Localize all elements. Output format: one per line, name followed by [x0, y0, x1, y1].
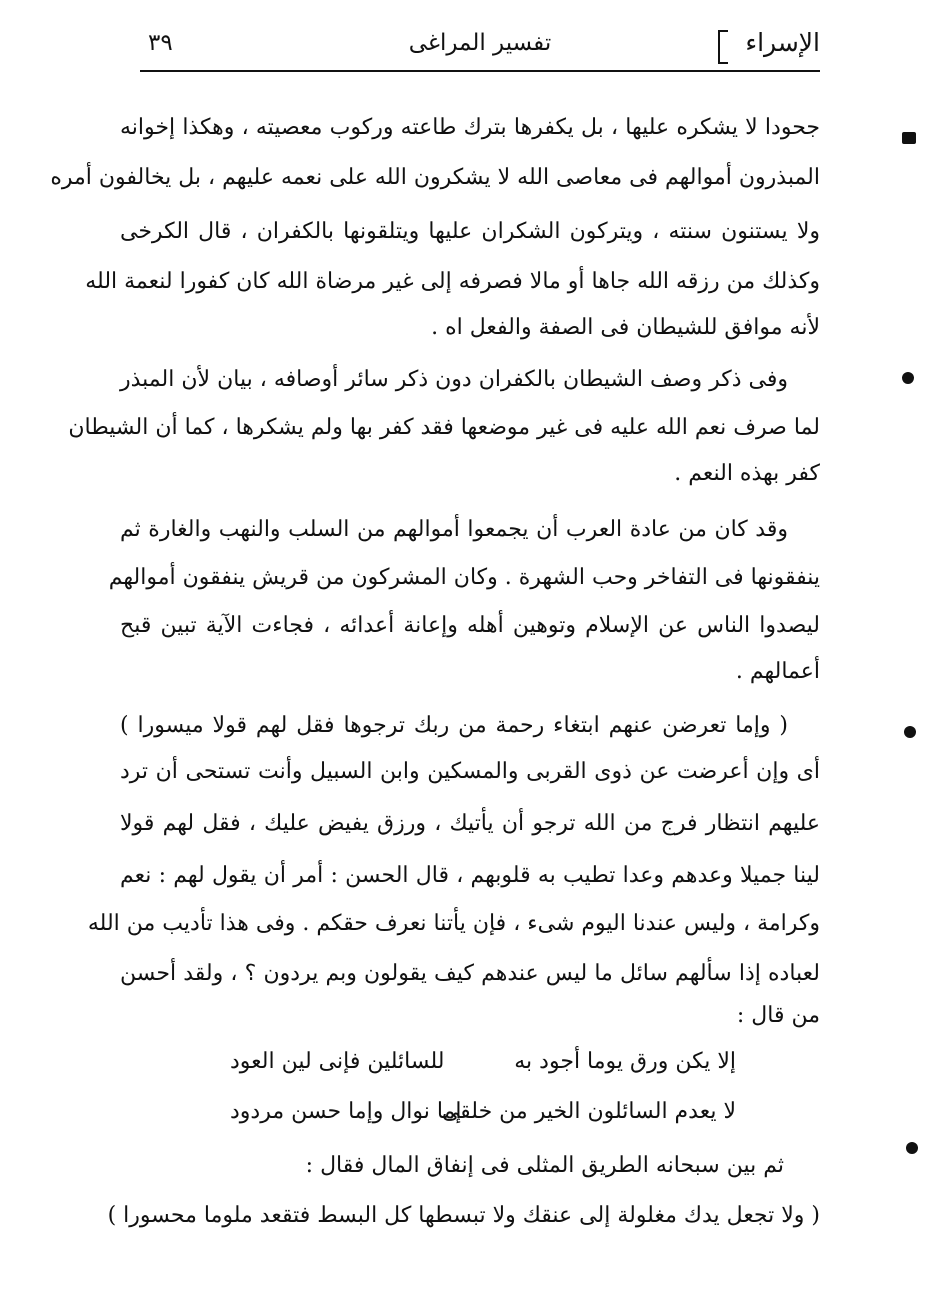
header-rule [140, 70, 820, 72]
verse-1-first-hemistich: إلا يكن ورق يوما أجود به [514, 1049, 736, 1074]
margin-mark [904, 726, 916, 738]
text-line: وقد كان من عادة العرب أن يجمعوا أموالهم من السلب والنهب والغارة ثم [120, 517, 788, 542]
text-line: أعمالهم . [735, 659, 820, 684]
book-title: تفسير المراغى [408, 30, 552, 56]
text-line: لأنه موافق للشيطان فى الصفة والفعل اه . [431, 315, 820, 340]
text-line: ينفقونها فى التفاخر وحب الشهرة . وكان المشركون من قريش ينفقون أموالهم [108, 565, 820, 590]
verse-1-second-hemistich: للسائلين فإنى لين العود [230, 1049, 445, 1074]
margin-mark [902, 372, 914, 384]
verse-2-second-hemistich: إما نوال وإما حسن مردود [230, 1099, 462, 1124]
margin-mark [902, 132, 916, 144]
verse-2-first-hemistich: لا يعدم السائلون الخير من خلقى [441, 1099, 736, 1124]
text-line: ليصدوا الناس عن الإسلام وتوهين أهله وإعانة أعدائه ، فجاءت الآية تبين قبح [120, 613, 820, 638]
text-line: لعباده إذا سألهم سائل ما ليس عندهم كيف يقولون وبم يردون ؟ ، ولقد أحسن [120, 961, 820, 986]
text-line: وكذلك من رزقه الله جاها أو مالا فصرفه إلى غير مرضاة الله كان كفورا لنعمة الله [85, 269, 820, 294]
surah-name: الإسراء [745, 28, 820, 57]
text-line: لما صرف نعم الله عليه فى غير موضعها فقد كفر بها ولم يشكرها ، كما أن الشيطان [68, 415, 820, 440]
text-line: المبذرون أموالهم فى معاصى الله لا يشكرون الله على نعمه عليهم ، بل يخالفون أمره [50, 165, 820, 190]
text-line: من قال : [736, 1003, 820, 1028]
text-line: أى وإن أعرضت عن ذوى القربى والمسكين وابن السبيل وأنت تستحى أن ترد [120, 759, 820, 784]
margin-mark [906, 1142, 918, 1154]
text-line: وكرامة ، وليس عندنا اليوم شىء ، فإن يأتنا نعرف حقكم . وفى هذا تأديب من الله [87, 911, 820, 936]
text-line: ثم بين سبحانه الطريق المثلى فى إنفاق المال فقال : [305, 1153, 784, 1178]
text-line: عليهم انتظار فرج من الله ترجو أن يأتيك ، ورزق يفيض عليك ، فقل لهم قولا [120, 811, 820, 836]
quran-verse-line: ( وإما تعرضن عنهم ابتغاء رحمة من ربك ترجوها فقل لهم قولا ميسورا ) [120, 713, 788, 738]
text-line: وفى ذكر وصف الشيطان بالكفران دون ذكر سائر أوصافه ، بيان لأن المبذر [120, 367, 788, 392]
text-line: كفر بهذه النعم . [674, 461, 820, 486]
text-line: لينا جميلا وعدهم وعدا تطيب به قلوبهم ، قال الحسن : أمر أن يقول لهم : نعم [120, 863, 820, 888]
text-line: جحودا لا يشكره عليها ، بل يكفرها بترك طاعته وركوب معصيته ، وهكذا إخوانه [120, 115, 820, 140]
quran-verse-line: ( ولا تجعل يدك مغلولة إلى عنقك ولا تبسطها كل البسط فتقعد ملوما محسورا ) [107, 1203, 820, 1228]
text-line: ولا يستنون سنته ، ويتركون الشكران عليها ويتلقونها بالكفران ، قال الكرخى [120, 219, 820, 244]
page-number: ٣٩ [148, 30, 173, 56]
page-header [140, 26, 820, 72]
